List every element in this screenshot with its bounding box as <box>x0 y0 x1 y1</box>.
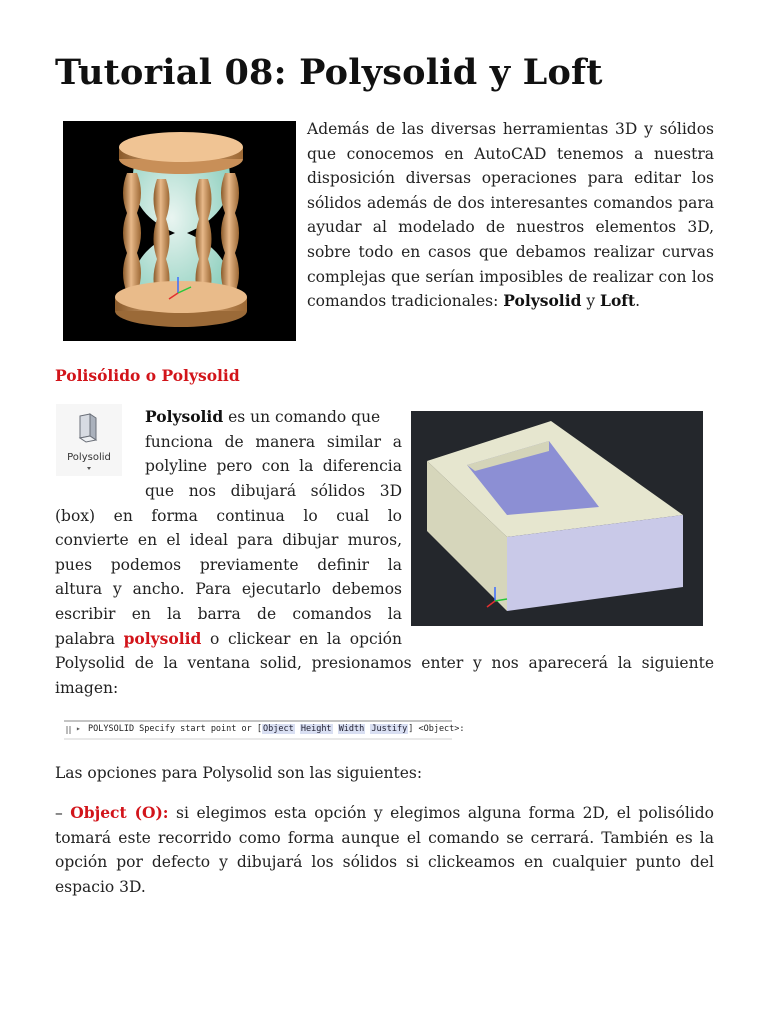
option-object-label: Object (O): <box>70 803 169 822</box>
intro-paragraph: Además de las diversas herramientas 3D y sólidos que conocemos en AutoCAD tenemos a nuestra disposición diversas operaciones para editar los sólidos además de dos interesantes comandos para ayudar al modelado de nuestros elementos 3D, sobre todo en casos que debamos realizar curvas complejas que serían imposibles de realizar con los comandos tradicionales: Polysolid y Loft. <box>307 120 714 311</box>
option-height[interactable]: Height <box>300 724 332 734</box>
polysolid-line-4: que nos dibujará sólidos 3D <box>145 482 402 500</box>
polysolid-line-9: escribir en la barra de comandos la <box>55 605 402 623</box>
polysolid-line-2: funciona de manera similar a <box>145 433 402 451</box>
command-prompt-icon: ▸ <box>76 724 81 733</box>
polysolid-ribbon-button[interactable] <box>56 404 122 476</box>
command-line-bar[interactable] <box>64 720 465 740</box>
polysolid-line-7: pues podemos previamente definir la <box>55 556 402 574</box>
hourglass-3d-image <box>63 121 296 341</box>
option-object[interactable]: Object <box>263 724 294 734</box>
polysolid-drawing <box>411 411 703 626</box>
polysolid-line-5: (box) en forma continua lo cual lo <box>55 507 402 525</box>
polysolid-button-label: Polysolid <box>67 452 111 463</box>
option-justify[interactable]: Justify <box>371 724 408 734</box>
polysolid-tail: Polysolid de la ventana solid, presionamos enter y nos aparecerá la siguiente imagen: <box>55 654 714 697</box>
option-object-description: – Object (O): si elegimos esta opción y elegimos alguna forma 2D, el polisólido tomará este recorrido como forma aunque el comando se cerrará. También es la opción por defecto y dibujará los sólidos si clickeamos en cualquier punto del espacio 3D. <box>55 803 714 896</box>
polysolid-line-1: Polysolid es un comando que <box>145 407 381 426</box>
section-heading: Polisólido o Polysolid <box>55 366 240 385</box>
polysolid-line-8: altura y ancho. Para ejecutarlo debemos <box>55 580 402 598</box>
hourglass-drawing <box>63 121 296 341</box>
options-intro: Las opciones para Polysolid son las siguientes: <box>55 764 423 782</box>
option-width[interactable]: Width <box>338 724 365 734</box>
polysolid-line-3: polyline pero con la diferencia <box>145 457 402 475</box>
polysolid-wall-image <box>411 411 703 626</box>
polysolid-icon <box>56 404 122 476</box>
command-line-text: POLYSOLID Specify start point or [Object Height Width Justify] <Object>: <box>88 724 465 734</box>
polysolid-line-6: convierte en el ideal para dibujar muros, <box>55 531 402 549</box>
polysolid-keyword: polysolid <box>123 629 202 648</box>
polysolid-line-10: palabra polysolid o clickear en la opción <box>55 629 402 648</box>
page-title: Tutorial 08: Polysolid y Loft <box>55 52 603 93</box>
